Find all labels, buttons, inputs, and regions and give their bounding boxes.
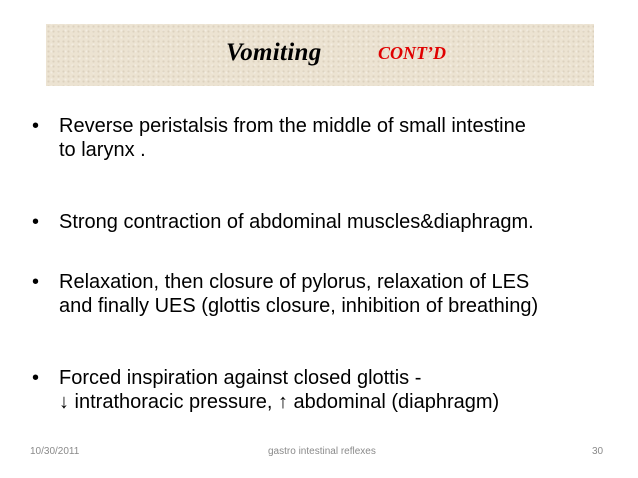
bullet-text (59, 366, 624, 414)
bullet-line: Relaxation, then closure of pylorus, relaxation of LES (59, 271, 530, 293)
footer-topic: gastro intestinal reflexes (268, 446, 376, 457)
slide-title: Vomiting (226, 39, 322, 66)
bullet-text (59, 114, 624, 162)
bullet-dot: • (32, 115, 40, 137)
footer-page-number: 30 (592, 446, 604, 457)
bullet-text (59, 270, 624, 318)
bullet-line: Strong contraction of abdominal muscles&diaphragm. (59, 211, 534, 233)
bullet-line: ↓ intrathoracic pressure, ↑ abdominal (diaphragm) (59, 391, 500, 413)
slide-title-suffix: CONT’D (378, 43, 446, 63)
bullet-line: Forced inspiration against closed glottis - (59, 367, 422, 389)
bullet-dot: • (32, 211, 40, 233)
bullet-line: to larynx . (59, 139, 146, 161)
bullet-line: Reverse peristalsis from the middle of small intestine (59, 115, 526, 137)
bullet-text (59, 210, 624, 234)
bullet-line: and finally UES (glottis closure, inhibition of breathing) (59, 295, 539, 317)
bullet-dot: • (32, 367, 40, 389)
bullet-dot: • (32, 271, 40, 293)
footer-date: 10/30/2011 (30, 446, 80, 457)
